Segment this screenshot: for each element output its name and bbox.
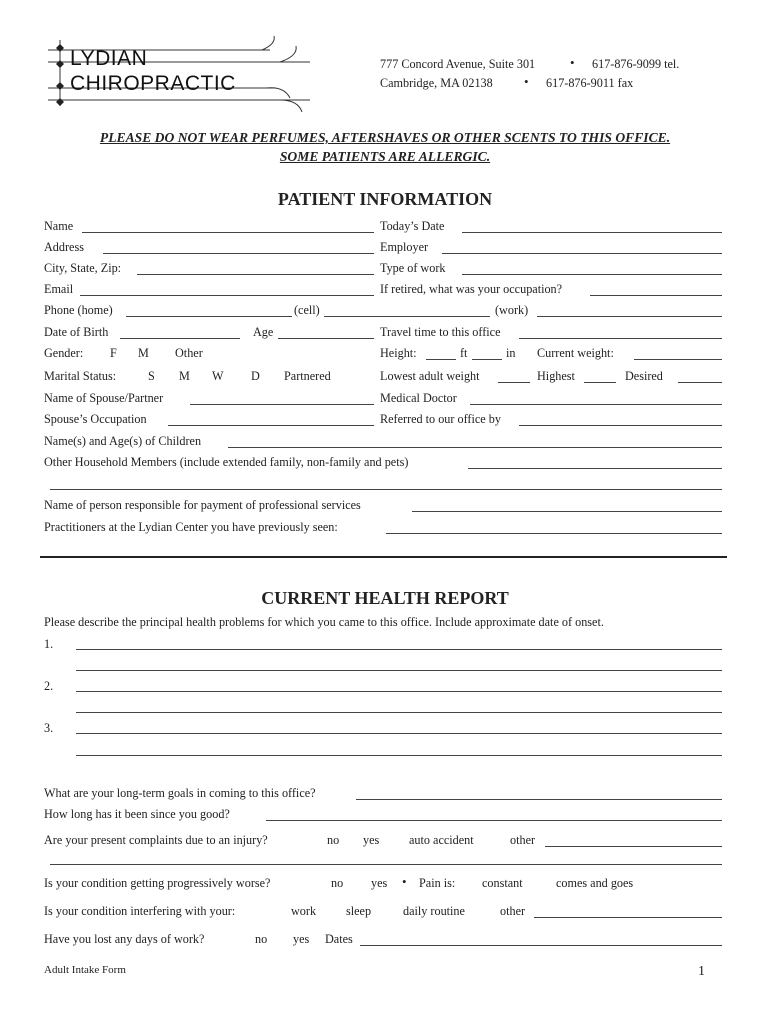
logo-line2: CHIROPRACTIC [70,72,236,95]
phone-cell-label: (cell) [294,303,320,317]
ft-label: ft [460,346,468,360]
employer-field[interactable] [442,253,722,254]
injury-option-yes[interactable]: yes [363,833,380,847]
dates-label: Dates [325,932,353,946]
payment-field[interactable] [412,511,722,512]
injury-label: Are your present complaints due to an injury? [44,833,268,847]
page-number: 1 [698,964,705,979]
spouse-occupation-label: Spouse’s Occupation [44,412,147,426]
marital-option-d[interactable]: D [251,369,260,383]
height-ft-field[interactable] [426,359,456,360]
practitioners-field[interactable] [386,533,722,534]
logo-line1: LYDIAN [70,47,148,70]
in-label: in [506,346,516,360]
footer-form-name: Adult Intake Form [44,964,126,976]
todays-date-field[interactable] [462,232,722,233]
address-line2: Cambridge, MA 02138 [380,76,493,90]
referred-label: Referred to our office by [380,412,501,426]
name-field[interactable] [82,232,374,233]
desired-weight-field[interactable] [678,382,722,383]
interfering-other-field[interactable] [534,917,722,918]
patient-info-title: PATIENT INFORMATION [277,189,493,209]
phone-work-label: (work) [495,303,529,317]
retired-field[interactable] [590,295,722,296]
worse-option-no[interactable]: no [331,876,344,890]
retired-label: If retired, what was your occupation? [380,282,563,296]
gender-option-f[interactable]: F [110,346,117,360]
spouse-name-field[interactable] [190,404,374,405]
phone-work-field[interactable] [537,316,722,317]
marital-option-s[interactable]: S [148,369,155,383]
how-long-label: How long has it been since you good? [44,807,230,821]
address-field[interactable] [103,253,374,254]
problem-number-1: 1. [44,637,54,651]
health-report-title: CURRENT HEALTH REPORT [261,588,509,608]
address-line1: 777 Concord Avenue, Suite 301 [380,57,536,71]
fax-number: 617-876-9011 fax [546,76,634,90]
interfering-option-daily[interactable]: daily routine [403,904,465,918]
pain-option-comes-goes[interactable]: comes and goes [556,876,634,890]
dob-label: Date of Birth [44,325,109,339]
dob-field[interactable] [120,338,240,339]
work-type-label: Type of work [380,261,446,275]
warning-line2: SOME PATIENTS ARE ALLERGIC. [279,149,491,164]
problem-3-line2[interactable] [76,755,722,756]
lowest-weight-label: Lowest adult weight [380,369,480,383]
address-label: Address [44,240,84,254]
employer-label: Employer [380,240,429,254]
goals-field[interactable] [356,799,722,800]
todays-date-label: Today’s Date [380,219,445,233]
phone-home-label: Phone (home) [44,303,113,317]
interfering-option-sleep[interactable]: sleep [346,904,372,918]
warning-line1: PLEASE DO NOT WEAR PERFUMES, AFTERSHAVES OR OTHER SCENTS TO THIS OFFICE. [99,130,671,145]
bullet-icon: • [570,55,575,70]
payment-label: Name of person responsible for payment of professional services [44,498,361,512]
injury-other-field[interactable] [545,846,722,847]
medical-doctor-label: Medical Doctor [380,391,457,405]
household-field[interactable] [468,468,722,469]
lost-days-option-no[interactable]: no [255,932,268,946]
section-divider [40,556,727,558]
worse-option-yes[interactable]: yes [371,876,388,890]
injury-option-auto[interactable]: auto accident [409,833,474,847]
bullet-icon: • [524,74,529,89]
pain-is-label: Pain is: [419,876,456,890]
interfering-label: Is your condition interfering with your: [44,904,236,918]
medical-doctor-field[interactable] [470,404,722,405]
gender-label: Gender: [44,346,84,360]
lost-days-option-yes[interactable]: yes [293,932,310,946]
height-label: Height: [380,346,417,360]
phone-number: 617-876-9099 tel. [592,57,680,71]
email-label: Email [44,282,74,296]
phone-home-field[interactable] [126,316,292,317]
problem-3-line1[interactable] [76,733,722,734]
problem-number-3: 3. [44,721,54,735]
spouse-name-label: Name of Spouse/Partner [44,391,164,405]
highest-weight-field[interactable] [584,382,616,383]
city-label: City, State, Zip: [44,261,122,275]
interfering-option-work[interactable]: work [291,904,317,918]
problem-1-line1[interactable] [76,649,722,650]
work-type-field[interactable] [462,274,722,275]
injury-option-other[interactable]: other [510,833,536,847]
current-weight-label: Current weight: [537,346,614,360]
children-field[interactable] [228,447,722,448]
household-label: Other Household Members (include extended family, non-family and pets) [44,455,409,469]
lowest-weight-field[interactable] [498,382,530,383]
problem-2-line2[interactable] [76,712,722,713]
health-intro: Please describe the principal health problems for which you came to this office. Include approximate date of onset. [44,615,604,629]
gender-option-m[interactable]: M [138,346,149,360]
marital-option-m[interactable]: M [179,369,190,383]
problem-number-2: 2. [44,679,54,693]
highest-weight-label: Highest [537,369,575,383]
lost-days-label: Have you lost any days of work? [44,932,205,946]
marital-option-w[interactable]: W [212,369,224,383]
children-label: Name(s) and Age(s) of Children [44,434,202,448]
name-label: Name [44,219,74,233]
practitioners-label: Practitioners at the Lydian Center you have previously seen: [44,520,338,534]
travel-label: Travel time to this office [380,325,501,339]
desired-weight-label: Desired [625,369,663,383]
dates-field[interactable] [360,945,722,946]
problem-2-line1[interactable] [76,691,722,692]
interfering-option-other[interactable]: other [500,904,526,918]
city-field[interactable] [137,274,374,275]
injury-details-field[interactable] [50,864,722,865]
phone-cell-field[interactable] [324,316,490,317]
travel-field[interactable] [519,338,722,339]
spouse-occupation-field[interactable] [168,425,374,426]
problem-1-line2[interactable] [76,670,722,671]
marital-option-partnered[interactable]: Partnered [284,369,331,383]
bullet-icon: • [402,874,407,889]
goals-label: What are your long-term goals in coming to this office? [44,786,316,800]
current-weight-field[interactable] [634,359,722,360]
how-long-field[interactable] [266,820,722,821]
referred-field[interactable] [519,425,722,426]
age-field[interactable] [278,338,374,339]
worse-label: Is your condition getting progressively worse? [44,876,271,890]
height-in-field[interactable] [472,359,502,360]
injury-option-no[interactable]: no [327,833,340,847]
email-field[interactable] [80,295,374,296]
gender-option-other[interactable]: Other [175,346,203,360]
pain-option-constant[interactable]: constant [482,876,523,890]
age-label: Age [253,325,274,339]
marital-label: Marital Status: [44,369,117,383]
household-field-line2[interactable] [50,489,722,490]
